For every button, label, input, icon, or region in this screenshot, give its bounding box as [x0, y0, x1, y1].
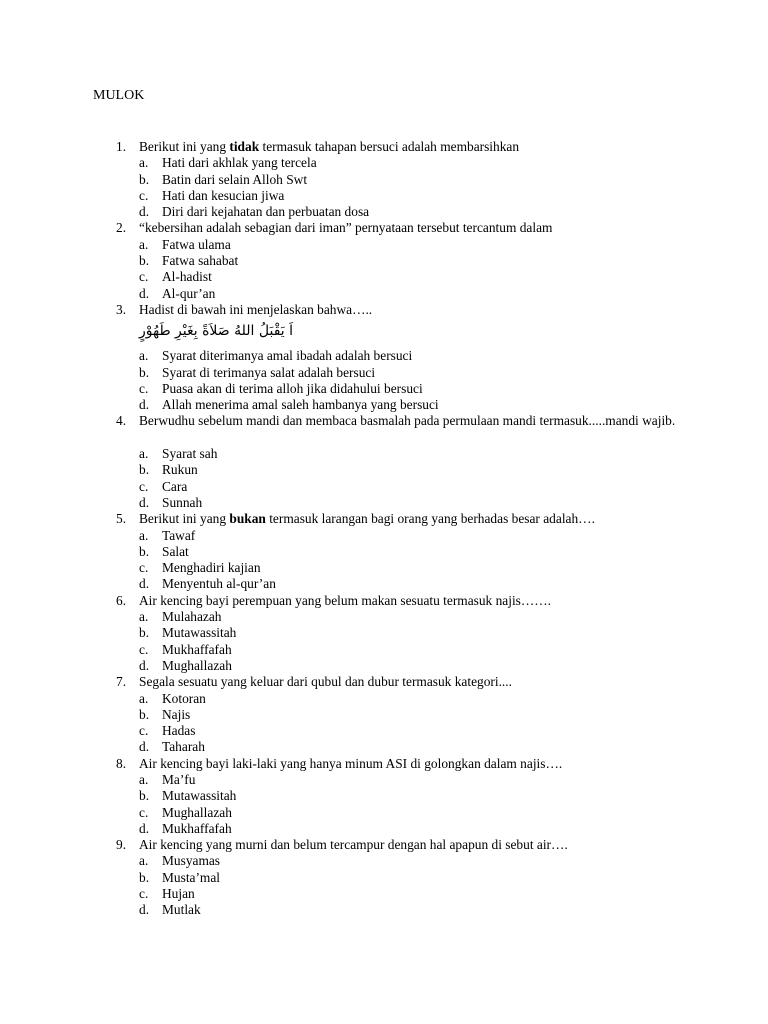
option-b: [0, 625, 768, 641]
option-letter: c.: [139, 723, 149, 739]
question-text: Air kencing bayi laki-laki yang hanya minum ASI di golongkan dalam najis….: [139, 755, 563, 771]
option-text: Taharah: [162, 739, 205, 755]
document-title: MULOK: [93, 88, 145, 103]
option-d: [0, 821, 768, 837]
question-line: [0, 837, 768, 853]
question-number: 1.: [116, 139, 127, 154]
option-a: [0, 155, 768, 171]
option-letter: d.: [139, 657, 150, 673]
option-text: Sunnah: [162, 494, 203, 510]
option-letter: c.: [139, 187, 149, 203]
question-line: [0, 302, 768, 318]
question-line: [0, 511, 768, 527]
option-letter: d.: [139, 902, 150, 918]
option-letter: c.: [139, 886, 149, 902]
option-c: [0, 269, 768, 285]
option-letter: b.: [139, 706, 150, 722]
question-number: 7.: [116, 674, 127, 690]
option-letter: b.: [139, 253, 150, 269]
question-text-bold: bukan: [229, 511, 266, 527]
question-7: [0, 674, 768, 755]
question-number: 9.: [116, 837, 127, 853]
option-text: Mutawassitah: [162, 788, 237, 804]
option-b: [0, 462, 768, 478]
option-c: [0, 805, 768, 821]
option-letter: a.: [139, 690, 149, 706]
question-9: [0, 837, 768, 918]
option-letter: a.: [139, 527, 149, 543]
option-b: [0, 544, 768, 560]
question-text-post: termasuk tahapan bersuci adalah membarsihkan: [259, 139, 520, 154]
option-letter: d.: [139, 397, 150, 413]
option-b: [0, 172, 768, 188]
option-letter: b.: [139, 543, 150, 559]
question-5: [0, 511, 768, 592]
option-d: [0, 576, 768, 592]
option-letter: d.: [139, 285, 150, 301]
option-text: Kotoran: [162, 690, 206, 706]
question-text: Air kencing yang murni dan belum tercampur dengan hal apapun di sebut air….: [139, 837, 568, 853]
option-d: [0, 286, 768, 302]
option-text: Musta’mal: [162, 869, 221, 885]
option-c: [0, 560, 768, 576]
question-1: [0, 139, 768, 220]
question-number: 6.: [116, 592, 127, 608]
option-text: Puasa akan di terima alloh jika didahului bersuci: [162, 380, 423, 396]
option-d: [0, 739, 768, 755]
option-a: [0, 237, 768, 253]
option-text: Batin dari selain Alloh Swt: [162, 171, 308, 187]
question-3: [0, 302, 768, 413]
option-letter: a.: [139, 853, 149, 869]
option-a: [0, 772, 768, 788]
option-text: Hujan: [162, 886, 195, 902]
question-line: [0, 756, 768, 772]
option-b: [0, 870, 768, 886]
option-text: Hadas: [162, 723, 196, 739]
option-a: [0, 853, 768, 869]
option-text: Syarat sah: [162, 446, 218, 462]
option-text: Al-qur’an: [162, 285, 216, 301]
option-b: [0, 253, 768, 269]
option-letter: c.: [139, 478, 149, 494]
option-c: [0, 479, 768, 495]
option-text: Diri dari kejahatan dan perbuatan dosa: [162, 204, 370, 220]
option-d: [0, 902, 768, 918]
question-text: Hadist di bawah ini menjelaskan bahwa…..: [139, 301, 373, 317]
option-a: [0, 528, 768, 544]
option-text: Cara: [162, 478, 188, 494]
option-c: [0, 188, 768, 204]
question-text: Air kencing bayi perempuan yang belum makan sesuatu termasuk najis…….: [139, 592, 552, 608]
option-text: Fatwa ulama: [162, 236, 231, 252]
option-letter: d.: [139, 820, 150, 836]
option-text: Mukhaffafah: [162, 641, 232, 657]
option-letter: a.: [139, 446, 149, 462]
question-number: 3.: [116, 301, 127, 317]
option-letter: a.: [139, 348, 149, 364]
option-letter: c.: [139, 380, 149, 396]
option-d: [0, 658, 768, 674]
option-text: Salat: [162, 543, 189, 559]
question-line: [0, 674, 768, 690]
option-c: [0, 886, 768, 902]
option-letter: b.: [139, 364, 150, 380]
option-letter: b.: [139, 788, 150, 804]
question-list: [0, 139, 768, 919]
question-2: [0, 220, 768, 301]
option-letter: c.: [139, 560, 149, 576]
option-text: Mutawassitah: [162, 625, 237, 641]
option-c: [0, 381, 768, 397]
option-text: Mulahazah: [162, 609, 222, 625]
question-8: [0, 756, 768, 837]
question-line: [0, 220, 768, 236]
option-a: [0, 348, 768, 364]
question-line: [0, 413, 768, 446]
question-text-pre: Berikut ini yang: [139, 139, 230, 154]
question-text-post: termasuk larangan bagi orang yang berhadas besar adalah….: [265, 511, 595, 527]
option-letter: b.: [139, 625, 150, 641]
option-a: [0, 446, 768, 462]
question-number: 2.: [116, 220, 127, 236]
option-b: [0, 788, 768, 804]
option-text: Hati dan kesucian jiwa: [162, 187, 285, 203]
question-text-pre: Berikut ini yang: [139, 511, 230, 527]
option-letter: d.: [139, 739, 150, 755]
option-d: [0, 397, 768, 413]
question-number: 8.: [116, 755, 127, 771]
question-text: “kebersihan adalah sebagian dari iman” pernyataan tersebut tercantum dalam: [139, 220, 553, 236]
option-letter: d.: [139, 576, 150, 592]
option-d: [0, 495, 768, 511]
option-text: Rukun: [162, 462, 198, 478]
option-letter: a.: [139, 236, 149, 252]
option-c: [0, 642, 768, 658]
question-number: 5.: [116, 511, 127, 527]
option-d: [0, 204, 768, 220]
question-text: Berwudhu sebelum mandi dan membaca basmalah pada permulaan mandi termasuk.....mandi wajib.: [139, 413, 676, 429]
option-text: Mukhaffafah: [162, 820, 232, 836]
option-letter: b.: [139, 462, 150, 478]
option-text: Mughallazah: [162, 657, 232, 673]
question-text-bold: tidak: [229, 139, 260, 154]
option-text: Mutlak: [162, 902, 201, 918]
option-letter: d.: [139, 204, 150, 220]
option-text: Al-hadist: [162, 269, 212, 285]
option-b: [0, 365, 768, 381]
option-text: Menghadiri kajian: [162, 560, 261, 576]
option-text: Mughallazah: [162, 804, 232, 820]
option-letter: b.: [139, 869, 150, 885]
option-letter: a.: [139, 771, 149, 787]
option-letter: c.: [139, 641, 149, 657]
question-text: [139, 139, 679, 155]
question-4: [0, 413, 768, 511]
question-text: Segala sesuatu yang keluar dari qubul dan dubur termasuk kategori....: [139, 674, 512, 690]
option-text: Ma’fu: [162, 771, 196, 787]
question-number: 4.: [116, 413, 127, 429]
option-letter: d.: [139, 494, 150, 510]
option-c: [0, 723, 768, 739]
option-text: Syarat diterimanya amal ibadah adalah bersuci: [162, 348, 413, 364]
option-a: [0, 691, 768, 707]
option-a: [0, 609, 768, 625]
option-b: [0, 707, 768, 723]
option-text: Syarat di terimanya salat adalah bersuci: [162, 364, 376, 380]
question-text: [139, 511, 679, 527]
option-letter: a.: [139, 609, 149, 625]
option-letter: c.: [139, 804, 149, 820]
arabic-hadith-line: [0, 318, 768, 348]
option-letter: c.: [139, 269, 149, 285]
question-6: [0, 593, 768, 674]
option-text: Allah menerima amal saleh hambanya yang bersuci: [162, 397, 439, 413]
option-text: Tawaf: [162, 527, 196, 543]
option-text: Hati dari akhlak yang tercela: [162, 155, 317, 171]
option-text: Najis: [162, 706, 191, 722]
arabic-hadith-text: اَ يَقْبَلُ اللهُ صَلاَةً بِغَيْرِ طَهُوْرٍ: [139, 323, 294, 340]
option-text: Menyentuh al-qur’an: [162, 576, 276, 592]
option-letter: b.: [139, 171, 150, 187]
option-text: Fatwa sahabat: [162, 253, 239, 269]
option-letter: a.: [139, 155, 149, 171]
question-line: [0, 139, 768, 155]
question-line: [0, 593, 768, 609]
option-text: Musyamas: [162, 853, 221, 869]
